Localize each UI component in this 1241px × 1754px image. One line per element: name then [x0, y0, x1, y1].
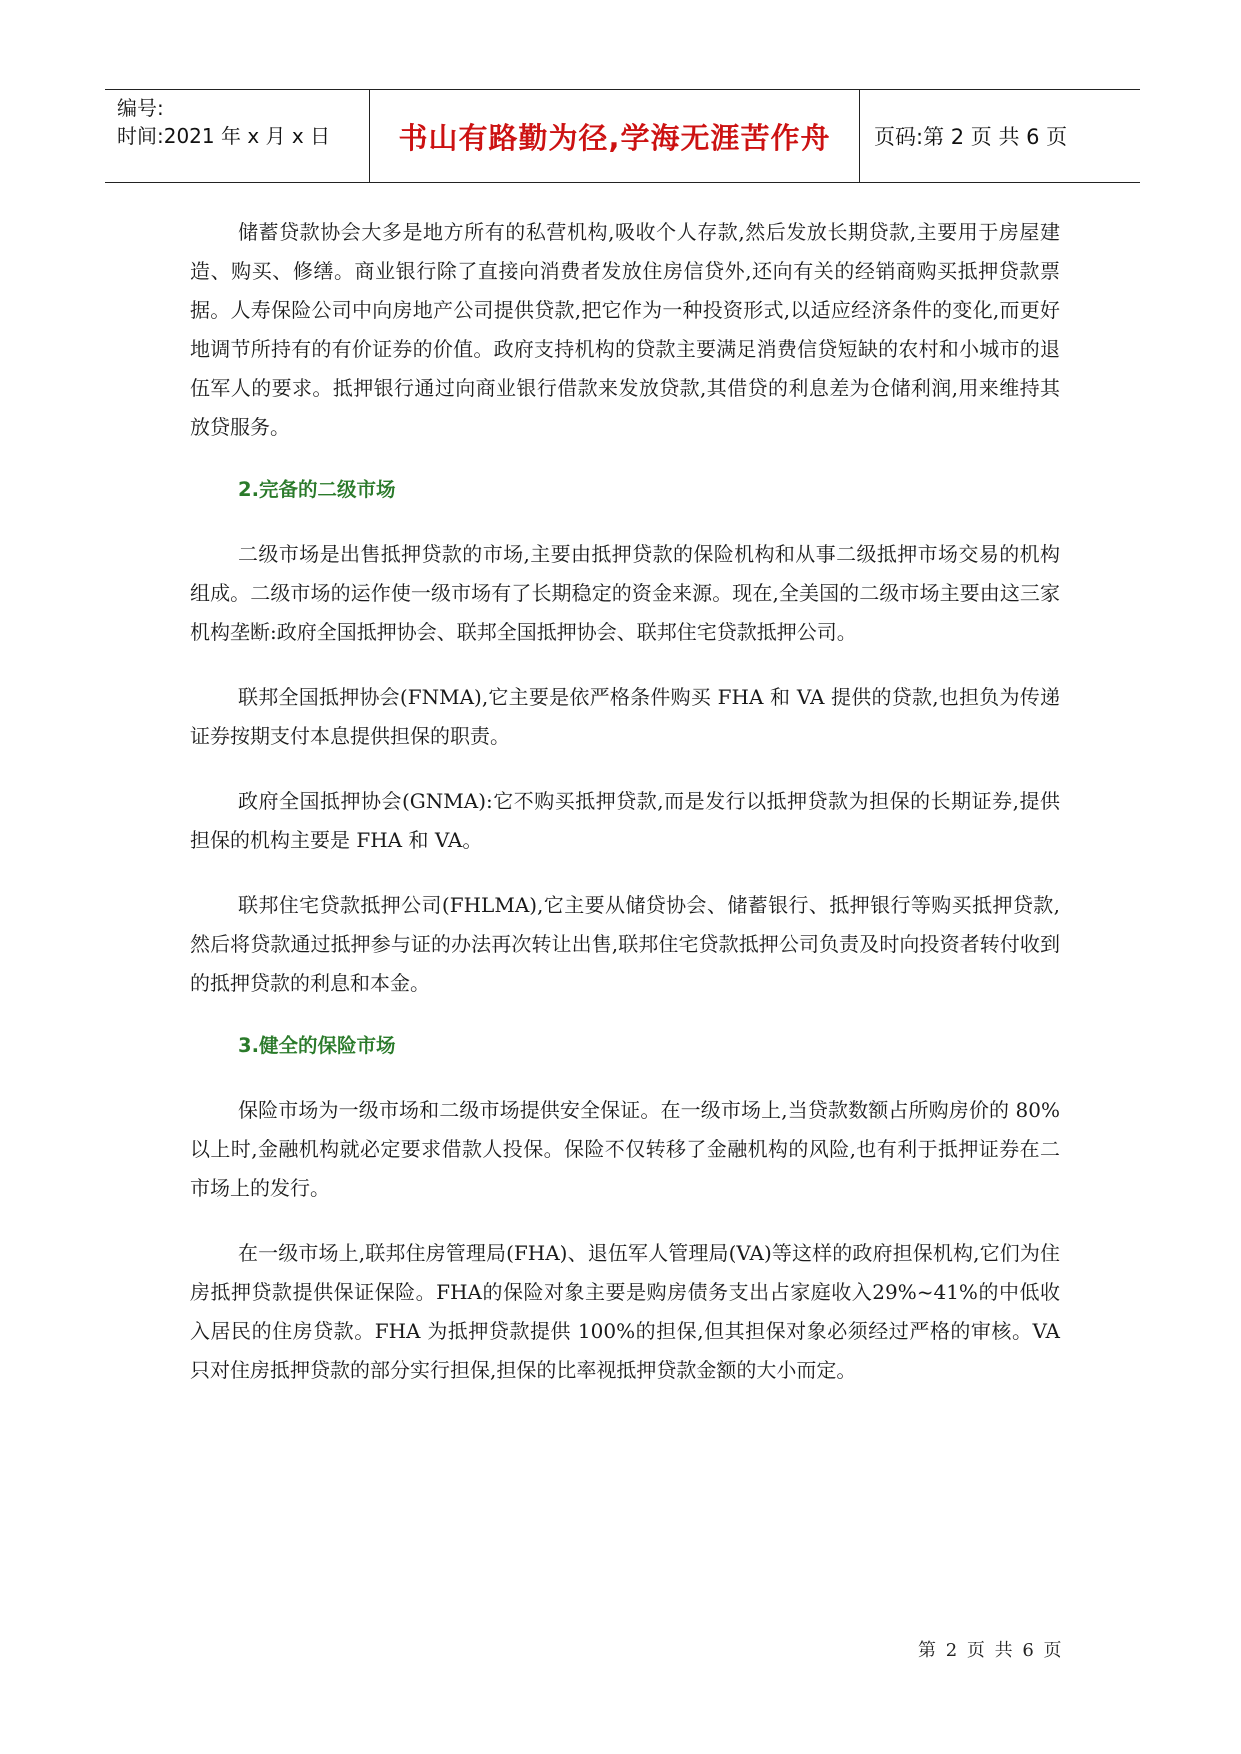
code-label: 编号:	[117, 96, 164, 120]
page-footer: 第 2 页 共 6 页	[918, 1640, 1064, 1661]
header-page-label: 页码:第 2 页 共 6 页	[874, 125, 1068, 149]
document-body	[190, 213, 1060, 1416]
time-label: 时间:2021 年 x 月 x 日	[117, 124, 331, 148]
paragraph: 联邦住宅贷款抵押公司(FHLMA),它主要从储贷协会、储蓄银行、抵押银行等购买抵押贷款,然后将贷款通过抵押参与证的办法再次转让出售,联邦住宅贷款抵押公司负责及时向投资者转付收到的抵押贷款的利息和本金。	[190, 893, 1060, 995]
paragraph: 储蓄贷款协会大多是地方所有的私营机构,吸收个人存款,然后发放长期贷款,主要用于房屋建造、购买、修缮。商业银行除了直接向消费者发放住房信贷外,还向有关的经销商购买抵押贷款票据。人寿保险公司中向房地产公司提供贷款,把它作为一种投资形式,以适应经济条件的变化,而更好地调节所持有的有价证券的价值。政府支持机构的贷款主要满足消费信贷短缺的农村和小城市的退伍军人的要求。抵押银行通过向商业银行借款来发放贷款,其借贷的利息差为仓储利润,用来维持其放贷服务。	[190, 220, 1060, 439]
header-motto: 书山有路勤为径,学海无涯苦作舟	[370, 90, 860, 182]
section-heading: 3.健全的保险市场	[238, 1034, 396, 1057]
paragraph: 在一级市场上,联邦住房管理局(FHA)、退伍军人管理局(VA)等这样的政府担保机构,它们为住房抵押贷款提供保证保险。FHA的保险对象主要是购房债务支出占家庭收入29%~41%的中低收入居民的住房贷款。FHA 为抵押贷款提供 100%的担保,但其担保对象必须经过严格的审核。VA 只对住房抵押贷款的部分实行担保,担保的比率视抵押贷款金额的大小而定。	[190, 1241, 1060, 1382]
paragraph: 保险市场为一级市场和二级市场提供安全保证。在一级市场上,当贷款数额占所购房价的 80%以上时,金融机构就必定要求借款人投保。保险不仅转移了金融机构的风险,也有利于抵押证券在二市场上的发行。	[190, 1098, 1060, 1200]
header-meta	[105, 90, 370, 182]
page-header	[105, 89, 1140, 183]
paragraph: 联邦全国抵押协会(FNMA),它主要是依严格条件购买 FHA 和 VA 提供的贷款,也担负为传递证券按期支付本息提供担保的职责。	[190, 685, 1060, 748]
paragraph: 二级市场是出售抵押贷款的市场,主要由抵押贷款的保险机构和从事二级抵押市场交易的机构组成。二级市场的运作使一级市场有了长期稳定的资金来源。现在,全美国的二级市场主要由这三家机构垄断:政府全国抵押协会、联邦全国抵押协会、联邦住宅贷款抵押公司。	[190, 542, 1060, 644]
paragraph: 政府全国抵押协会(GNMA):它不购买抵押贷款,而是发行以抵押贷款为担保的长期证券,提供担保的机构主要是 FHA 和 VA。	[190, 789, 1060, 852]
section-heading: 2.完备的二级市场	[238, 478, 396, 501]
